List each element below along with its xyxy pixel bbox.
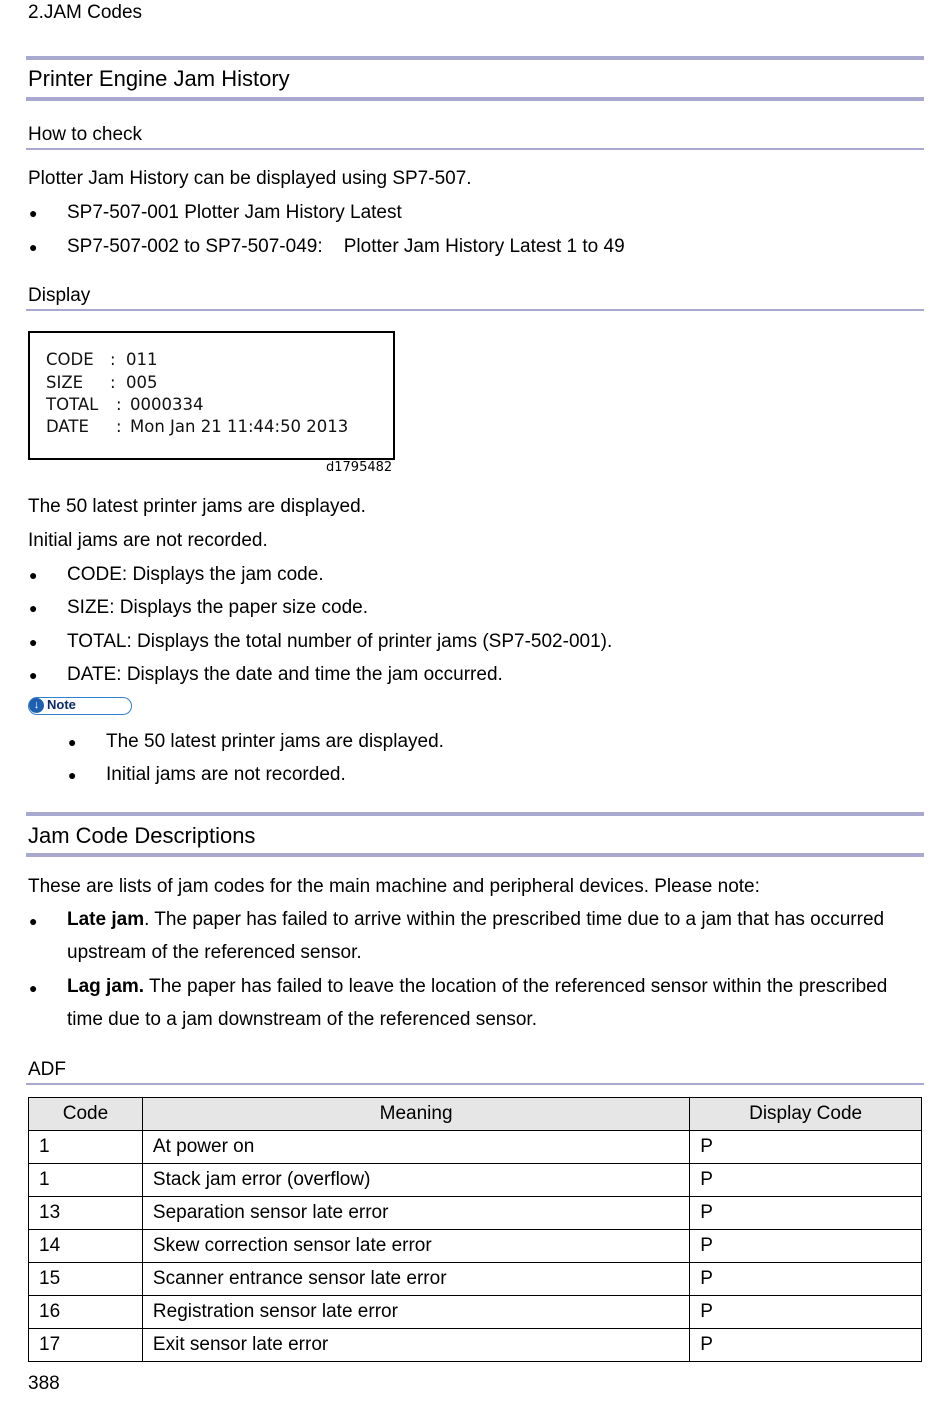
cell-meaning: Registration sensor late error: [142, 1296, 689, 1329]
cell-meaning: Separation sensor late error: [142, 1197, 689, 1230]
cell-display-code: P: [690, 1296, 922, 1329]
table-row: [29, 1230, 922, 1263]
list-item: TOTAL: Displays the total number of printer jams (SP7-502-001).: [67, 631, 613, 652]
section-rule-top: [26, 56, 924, 60]
figure-id: d1795482: [326, 460, 393, 475]
section-rule-bottom: [26, 853, 924, 857]
cell-code: 1: [29, 1131, 143, 1164]
cell-meaning: Scanner entrance sensor late error: [142, 1263, 689, 1296]
list-item: CODE: Displays the jam code.: [67, 564, 324, 585]
bullet-dot: ●: [29, 667, 38, 683]
cell-code: 1: [29, 1164, 143, 1197]
lag-jam-definition: [67, 970, 917, 1036]
cell-meaning: Skew correction sensor late error: [142, 1230, 689, 1263]
table-row: [29, 1164, 922, 1197]
list-item: SP7-507-002 to SP7-507-049: Plotter Jam History Latest 1 to 49: [67, 236, 625, 257]
bullet-dot: ●: [29, 980, 38, 996]
subheading-display: Display: [28, 285, 91, 306]
cell-display-code: P: [690, 1131, 922, 1164]
adf-jam-code-table: [28, 1097, 922, 1362]
list-item: SP7-507-001 Plotter Jam History Latest: [67, 202, 402, 223]
list-item: SIZE: Displays the paper size code.: [67, 597, 368, 618]
cell-display-code: P: [690, 1230, 922, 1263]
late-jam-text: . The paper has failed to arrive within the prescribed time due to a jam that has occurred upstream of the referenced sensor.: [67, 909, 885, 963]
cell-code: 16: [29, 1296, 143, 1329]
section-title-jam-history: Printer Engine Jam History: [28, 66, 290, 91]
cell-meaning: Stack jam error (overflow): [142, 1164, 689, 1197]
down-arrow-icon: ↓: [29, 698, 44, 713]
cell-meaning: At power on: [142, 1131, 689, 1164]
cell-code: 15: [29, 1263, 143, 1296]
bullet-dot: ●: [29, 634, 38, 650]
column-header-meaning: Meaning: [142, 1098, 689, 1131]
bullet-dot: ●: [29, 600, 38, 616]
cell-code: 13: [29, 1197, 143, 1230]
subheading-rule: [26, 148, 924, 150]
note-item: Initial jams are not recorded.: [106, 764, 346, 785]
chapter-header: 2.JAM Codes: [28, 2, 143, 23]
bullet-dot: ●: [29, 567, 38, 583]
note-badge: [28, 697, 132, 715]
bullet-dot: ●: [68, 734, 77, 750]
subheading-how-to-check: How to check: [28, 124, 143, 145]
column-header-code: Code: [29, 1098, 143, 1131]
cell-display-code: P: [690, 1329, 922, 1362]
late-jam-term: Late jam: [67, 909, 145, 930]
late-jam-definition: [67, 903, 917, 969]
cell-display-code: P: [690, 1197, 922, 1230]
jam-codes-intro: These are lists of jam codes for the main machine and peripheral devices. Please note:: [28, 876, 760, 897]
note-label: Note: [47, 697, 76, 712]
cell-meaning: Exit sensor late error: [142, 1329, 689, 1362]
how-to-check-intro: Plotter Jam History can be displayed using SP7-507.: [28, 168, 472, 189]
column-header-display-code: Display Code: [690, 1098, 922, 1131]
section-rule-bottom: [26, 97, 924, 101]
display-para-1: The 50 latest printer jams are displayed.: [28, 496, 366, 517]
lag-jam-term: Lag jam.: [67, 976, 145, 997]
table-row: [29, 1296, 922, 1329]
table-row: [29, 1131, 922, 1164]
cell-code: 14: [29, 1230, 143, 1263]
section-title-jam-codes: Jam Code Descriptions: [28, 823, 256, 848]
table-header-row: [29, 1098, 922, 1131]
subheading-adf: ADF: [28, 1059, 66, 1080]
table-row: [29, 1263, 922, 1296]
list-item: DATE: Displays the date and time the jam occurred.: [67, 664, 503, 685]
table-row: [29, 1329, 922, 1362]
subheading-rule: [26, 309, 924, 311]
subheading-rule: [26, 1083, 924, 1085]
section-rule-top: [26, 812, 924, 816]
lag-jam-text: The paper has failed to leave the location of the referenced sensor within the prescribed time due to a jam downstream of the referenced sensor.: [67, 976, 888, 1030]
bullet-dot: ●: [29, 239, 38, 255]
bullet-dot: ●: [68, 767, 77, 783]
bullet-dot: ●: [29, 205, 38, 221]
page-number: 388: [28, 1373, 60, 1394]
table-row: [29, 1197, 922, 1230]
cell-display-code: P: [690, 1263, 922, 1296]
display-screen-figure: CODE : 011 SIZE : 005 TOTAL : 0000334 DATE : Mon Jan 21 11:44:50 2013: [28, 331, 395, 460]
display-para-2: Initial jams are not recorded.: [28, 530, 268, 551]
note-item: The 50 latest printer jams are displayed.: [106, 731, 444, 752]
bullet-dot: ●: [29, 913, 38, 929]
cell-display-code: P: [690, 1164, 922, 1197]
cell-code: 17: [29, 1329, 143, 1362]
